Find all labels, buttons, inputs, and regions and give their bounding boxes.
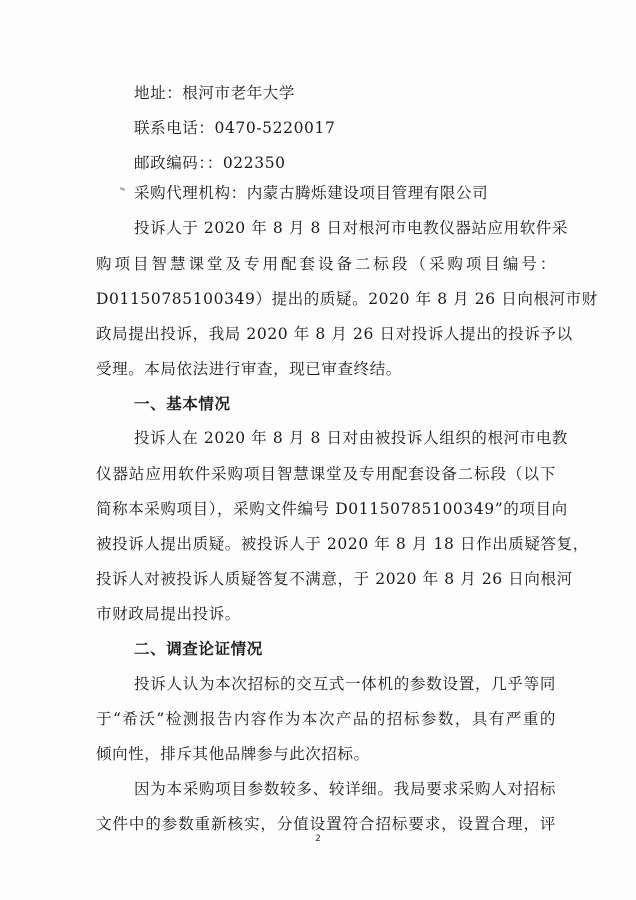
section1-line: 被投诉人提出质疑。被投诉人于 2020 年 8 月 18 日作出质疑答复， — [96, 535, 589, 553]
intro-line: 购项目智慧课堂及专用配套设备二标段（采购项目编号： — [96, 255, 556, 273]
postcode-line: 邮政编码：：022350 — [134, 154, 286, 172]
scan-speck — [120, 187, 125, 191]
section-heading-investigation: 二、调查论证情况 — [134, 640, 263, 658]
section2-line: 文件中的参数重新核实，分值设置符合招标要求，设置合理，评 — [96, 815, 556, 833]
section2-line: 倾向性，排斥其他品牌参与此次招标。 — [96, 745, 370, 763]
section1-line: 仪器站应用软件采购项目智慧课堂及专用配套设备二标段（以下 — [96, 465, 556, 483]
agency-line: 采购代理机构：内蒙古腾烁建设项目管理有限公司 — [134, 184, 489, 202]
section2-line: 于“希沃”检测报告内容作为本次产品的招标参数，具有严重的 — [96, 710, 556, 728]
section1-line: 简称本采购项目），采购文件编号 D01150785100349”的项目向 — [96, 500, 568, 518]
section-heading-basic: 一、基本情况 — [134, 395, 231, 413]
intro-line: D01150785100349）提出的质疑。2020 年 8 月 26 日向根河市财 — [96, 290, 598, 308]
address-line: 地址：根河市老年大学 — [134, 84, 296, 102]
section1-line: 投诉人对被投诉人质疑答复不满意，于 2020 年 8 月 26 日向根河 — [96, 570, 573, 588]
phone-line: 联系电话：0470-5220017 — [134, 119, 336, 137]
intro-line: 受理。本局依法进行审查，现已审查终结。 — [96, 360, 402, 378]
intro-line: 政局提出投诉，我局 2020 年 8 月 26 日对投诉人提出的投诉予以 — [96, 325, 573, 343]
section2-line: 因为本采购项目参数较多、较详细。我局要求采购人对招标 — [134, 780, 556, 798]
intro-line: 投诉人于 2020 年 8 月 8 日对根河市电教仪器站应用软件采 — [134, 219, 569, 237]
section2-line: 投诉人认为本次招标的交互式一体机的参数设置，几乎等同 — [134, 675, 556, 693]
page-number: 2 — [315, 834, 321, 844]
section1-line: 市财政局提出投诉。 — [96, 605, 241, 623]
section1-line: 投诉人在 2020 年 8 月 8 日对由被投诉人组织的根河市电教 — [134, 429, 569, 447]
